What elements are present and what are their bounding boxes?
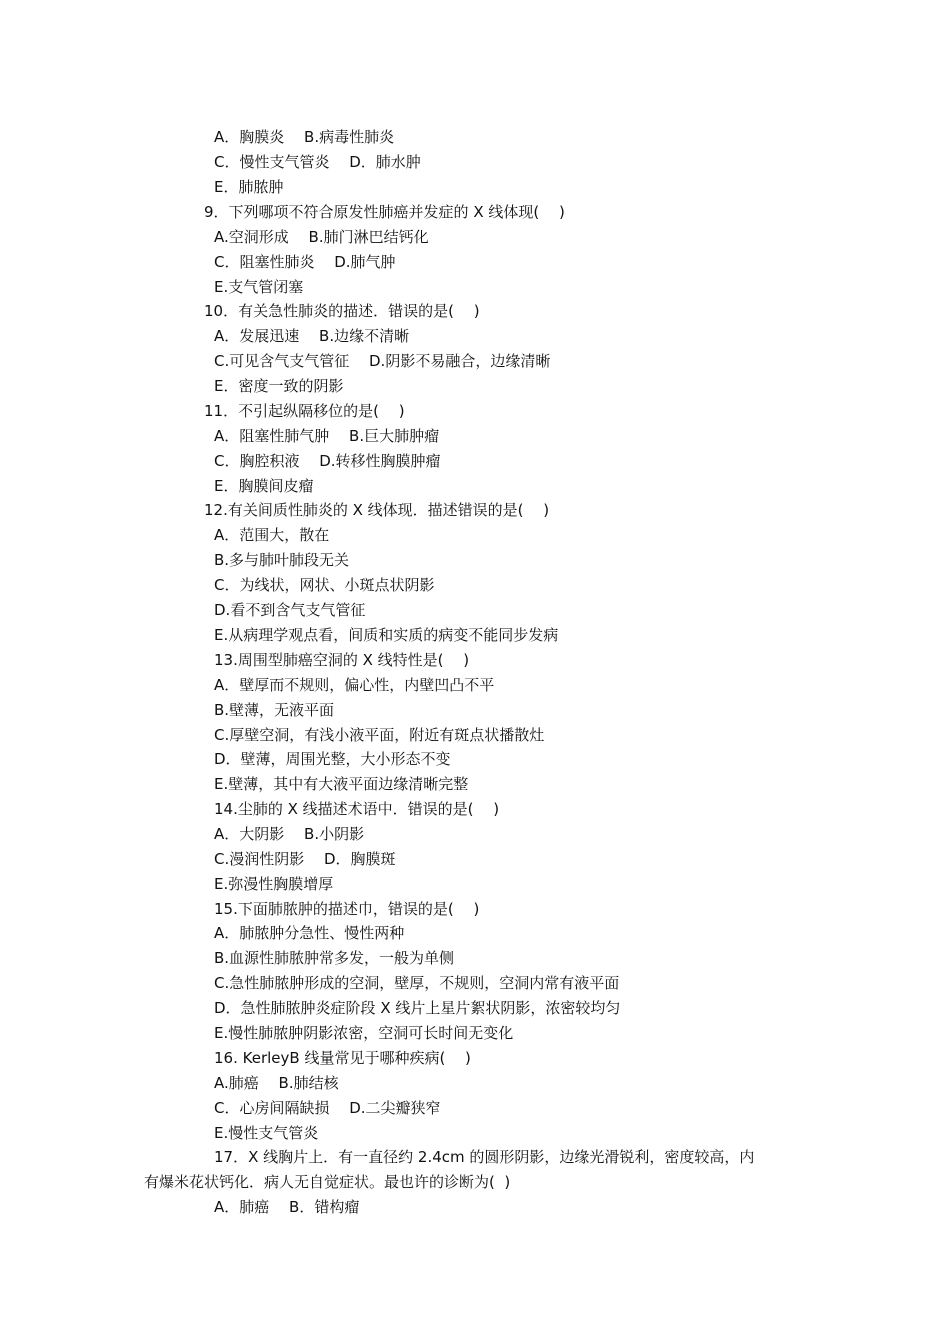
option-line: E.慢性肺脓肿阴影浓密，空洞可长时间无变化 — [214, 1024, 514, 1042]
option-line: B.壁薄，无液平面 — [214, 701, 335, 719]
option-line: C.可见含气支气管征 D.阴影不易融合，边缘清晰 — [214, 352, 551, 370]
question-13: 13.周围型肺癌空洞的 X 线特性是( ) — [214, 651, 470, 669]
option-line: A．阻塞性肺气肿 B.巨大肺肿瘤 — [214, 427, 440, 445]
option-line: A.肺癌 B.肺结核 — [214, 1074, 339, 1092]
question-15: 15.下面肺脓肿的描述巾，错误的是( ) — [214, 900, 480, 918]
option-line: E．胸膜间皮瘤 — [214, 477, 314, 495]
option-line: C．阻塞性肺炎 D.肺气肿 — [214, 253, 396, 271]
option-line: C.漫润性阴影 D．胸膜斑 — [214, 850, 396, 868]
option-line: B.血源性肺脓肿常多发，一般为单侧 — [214, 949, 455, 967]
option-line: D.看不到含气支气管征 — [214, 601, 366, 619]
option-line: C．心房间隔缺损 D.二尖瓣狭窄 — [214, 1099, 441, 1117]
option-line: C.急性肺脓肿形成的空洞，壁厚，不规则，空洞内常有液平面 — [214, 974, 620, 992]
option-line: E.壁薄，其中有大液平面边缘清晰完整 — [214, 775, 469, 793]
option-line: E．密度一致的阴影 — [214, 377, 344, 395]
option-line: C．为线状，网状、小斑点状阴影 — [214, 576, 435, 594]
question-17-continued: 有爆米花状钙化．病人无自觉症状。最也许的诊断为( ) — [144, 1173, 511, 1191]
option-line: A.空洞形成 B.肺门淋巴结钙化 — [214, 228, 429, 246]
option-line: D．壁薄，周围光整，大小形态不变 — [214, 750, 451, 768]
option-line: E．肺脓肿 — [214, 178, 284, 196]
option-line: A．范围大，散在 — [214, 526, 330, 544]
question-9: 9．下列哪项不符合原发性肺癌并发症的 X 线体现( ) — [204, 203, 565, 221]
option-line: E.慢性支气管炎 — [214, 1124, 319, 1142]
option-line: E.从病理学观点看，间质和实质的病变不能同步发病 — [214, 626, 559, 644]
option-line: C.厚壁空洞，有浅小液平面，附近有斑点状播散灶 — [214, 726, 545, 744]
question-14: 14.尘肺的 X 线描述术语中．错误的是( ) — [214, 800, 500, 818]
option-line: E.支气管闭塞 — [214, 278, 304, 296]
option-line: A．肺脓肿分急性、慢性两种 — [214, 924, 405, 942]
option-line: B.多与肺叶肺段无关 — [214, 551, 350, 569]
option-line: C．慢性支气管炎 D．肺水肿 — [214, 153, 421, 171]
option-line: C．胸腔积液 D.转移性胸膜肿瘤 — [214, 452, 441, 470]
question-12: 12.有关间质性肺炎的 X 线体现．描述错误的是( ) — [204, 501, 550, 519]
option-line: A．肺癌 B．错构瘤 — [214, 1198, 360, 1216]
option-line: E.弥漫性胸膜增厚 — [214, 875, 334, 893]
option-line: A．胸膜炎 B.病毒性肺炎 — [214, 128, 395, 146]
option-line: A．发展迅速 B.边缘不清晰 — [214, 327, 410, 345]
option-line: A．壁厚而不规则，偏心性，内壁凹凸不平 — [214, 676, 495, 694]
question-10: 10．有关急性肺炎的描述．错误的是( ) — [204, 302, 480, 320]
question-17: 17．X 线胸片上．有一直径约 2.4cm 的圆形阴影，边缘光滑锐利，密度较高，内 — [214, 1148, 755, 1166]
question-16: 16. KerleyB 线量常见于哪种疾病( ) — [214, 1049, 471, 1067]
option-line: D．急性肺脓肿炎症阶段 X 线片上星片絮状阴影，浓密较均匀 — [214, 999, 621, 1017]
question-11: 11．不引起纵隔移位的是( ) — [204, 402, 405, 420]
option-line: A．大阴影 B.小阴影 — [214, 825, 365, 843]
